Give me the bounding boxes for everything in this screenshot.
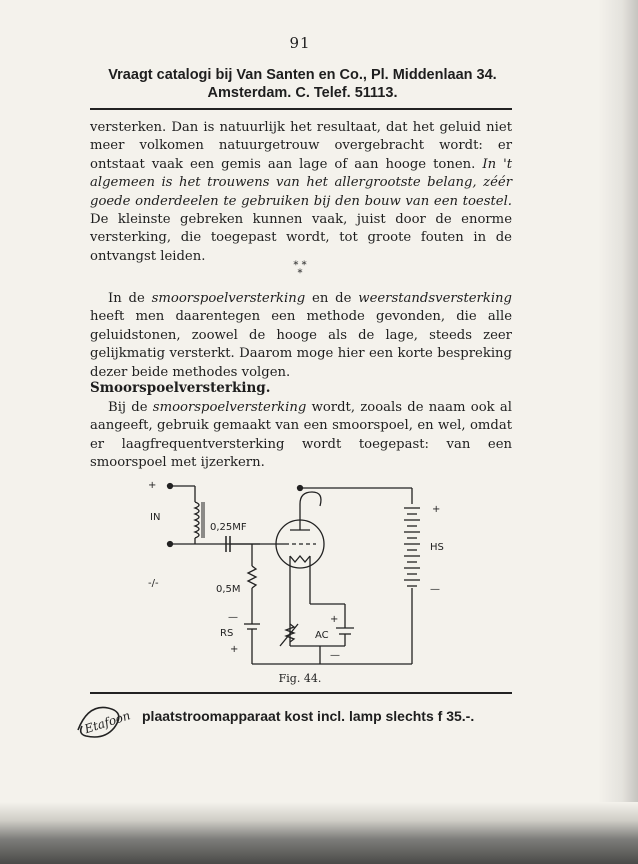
section-heading: Smoorspoelversterking. <box>90 380 271 396</box>
page-edge-shadow <box>598 0 638 864</box>
paragraph-1-italic: In 't algemeen is het trouwens van het allergrootste belang, zéér goede onderdeelen te gebruiken bij den bouw van een toestel. <box>90 156 512 209</box>
logo-lettering: Etafoon <box>82 708 133 737</box>
label-ac: AC <box>315 630 329 641</box>
label-input-plus: + <box>148 480 157 491</box>
scan-bottom-edge <box>0 802 638 864</box>
label-rs-minus: — <box>228 612 238 623</box>
plate-lead <box>300 492 321 506</box>
separator-stars-top: * * <box>293 260 307 271</box>
footer-advertisement: plaatstroomapparaat kost incl. lamp slechts f 35.-. <box>142 708 475 724</box>
paragraph-3-text-a: Bij de <box>108 400 153 415</box>
footer-rule <box>90 692 512 694</box>
paragraph-2-text-b: en de <box>305 291 359 306</box>
label-rs: RS <box>220 628 234 639</box>
header-ad-line-1: Vraagt catalogi bij Van Santen en Co., Pl. Middenlaan 34. <box>108 67 497 83</box>
paragraph-2-text-a: In de <box>108 291 152 306</box>
label-input-minus: -/- <box>148 578 159 589</box>
section-separator <box>0 262 600 278</box>
header-rule <box>90 108 512 110</box>
label-ac-plus: + <box>330 614 339 625</box>
etafoon-logo <box>72 700 136 744</box>
label-ac-minus: — <box>330 650 340 661</box>
label-hs-minus: — <box>430 584 440 595</box>
label-resistor: 0,5M <box>216 584 241 595</box>
paragraph-3-italic: smoorspoelversterking <box>152 400 307 415</box>
choke-coil <box>195 502 199 538</box>
page-number: 91 <box>289 34 311 52</box>
label-hs: HS <box>430 542 444 553</box>
label-rs-plus: + <box>230 644 239 655</box>
paragraph-2-text-c: heeft men daarentegen een methode gevonden, die alle geluidstonen, zoowel de hooge als de lage, steeds zeer gelijkmatig versterkt. Daarom moge hier een korte bespreking dezer beide methodes volgen. <box>90 309 512 380</box>
header-advertisement <box>80 66 525 102</box>
paragraph-1-text-b: De kleinste gebreken kunnen vaak, juist door de enorme versterking, die toegepast wordt, tot groote fouten in de ontvangst leiden. <box>90 212 512 264</box>
separator-star-bottom: * <box>297 268 303 279</box>
paragraph-3-text-b: wordt, zooals de naam ook al aangeeft, gebruik gemaakt van een smoorspoel, en wel, omdat er laagfrequentversterking wordt toegepast: van een smoorspoel met ijzerkern. <box>90 400 512 471</box>
header-ad-line-2: Amsterdam. C. Telef. 51113. <box>207 85 398 101</box>
label-hs-plus: + <box>432 504 441 515</box>
grid-resistor <box>248 566 256 588</box>
paragraph-2-italic-a: smoorspoelversterking <box>151 291 306 306</box>
paragraph-1-text-a: versterken. Dan is natuurlijk het resultaat, dat het geluid niet meer volkomen natuurgetrouw overgebracht wordt: er ontstaat vaak een gemis aan lage of aan hooge tonen. <box>90 120 512 172</box>
paragraph-3 <box>90 399 512 473</box>
paragraph-2 <box>90 290 512 382</box>
paragraph-2-italic-b: weerstandsversterking <box>358 291 512 306</box>
label-input: IN <box>150 512 161 523</box>
high-voltage-battery <box>404 508 420 586</box>
paragraph-1 <box>90 119 512 266</box>
label-capacitor: 0,25MF <box>210 522 247 533</box>
figure-caption: Fig. 44. <box>278 672 322 685</box>
circuit-diagram <box>140 474 470 669</box>
